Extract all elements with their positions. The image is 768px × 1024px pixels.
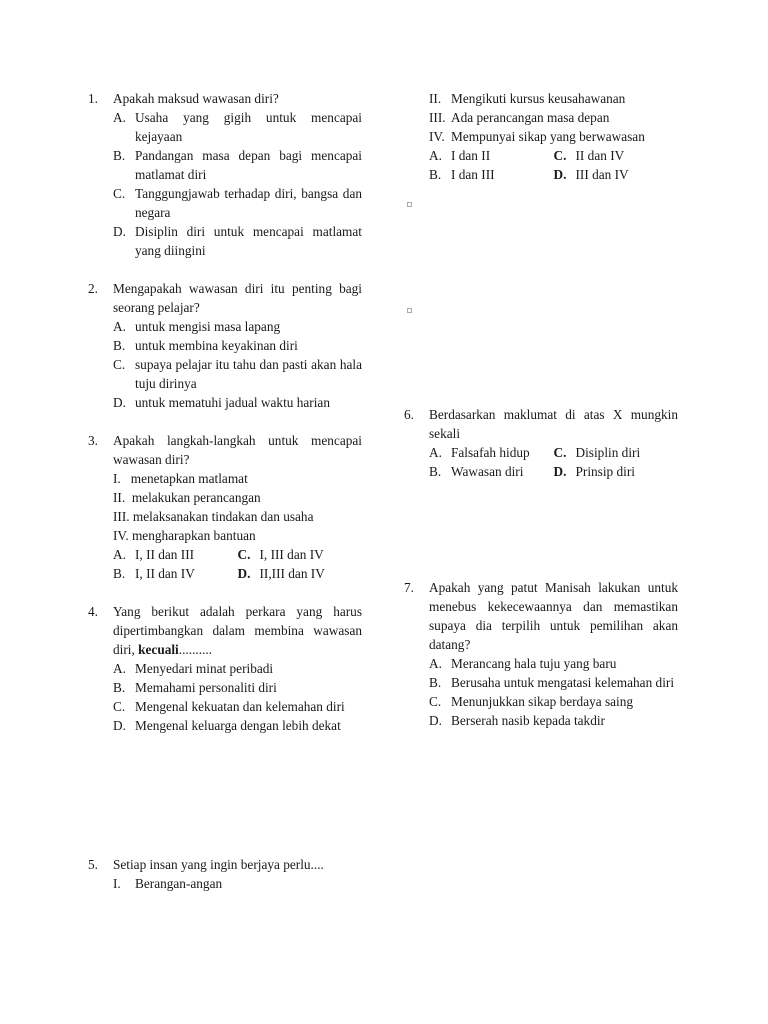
question-text: Apakah maksud wawasan diri? [113,91,279,106]
option-b[interactable]: B. Berusaha untuk mengatasi kelemahan diri [429,675,675,690]
option-b[interactable]: B. I, II dan IV [113,566,195,581]
option-c[interactable]: C. Mengenal kekuatan dan kelemahan diri [113,699,345,714]
question-5-continued [404,89,678,184]
option-a[interactable]: A. Usaha yang gigih untuk mencapai kejayaan [113,110,362,144]
option-a[interactable]: A. I dan II [429,148,491,163]
option-a[interactable]: A. Menyedari minat peribadi [113,661,274,676]
question-7 [404,578,678,730]
question-7-block [404,578,678,730]
option-c[interactable]: C. I, III dan IV [237,547,324,562]
option-d[interactable]: D. III dan IV [553,167,629,182]
option-d[interactable]: D. untuk mematuhi jadual waktu harian [113,395,330,410]
question-3 [88,431,362,583]
question-2 [88,279,362,412]
option-b[interactable]: B. I dan III [429,167,495,182]
question-text: Mengapakah wawasan diri itu penting bagi seorang pelajar? [113,281,362,315]
question-5 [88,855,362,893]
statement-iii: III. Ada perancangan masa depan [429,110,610,125]
option-c[interactable]: C. supaya pelajar itu tahu dan pasti akan hala tuju dirinya [113,357,362,391]
option-b[interactable]: B. Memahami personaliti diri [113,680,277,695]
question-number: 1. [88,91,98,106]
emphasis-word: kecuali [138,642,179,657]
option-a[interactable]: A. Falsafah hidup [429,445,530,460]
statement-ii: II. Mengikuti kursus keusahawanan [429,91,626,106]
question-text: Berdasarkan maklumat di atas X mungkin sekali [429,407,678,441]
question-number: 6. [404,407,414,422]
option-d[interactable]: D. Disiplin diri untuk mencapai matlamat yang diingini [113,224,362,258]
question-6 [404,405,678,481]
question-number: 4. [88,604,98,619]
option-b[interactable]: B. Wawasan diri [429,464,524,479]
statement-iv: IV. mengharapkan bantuan [113,528,256,543]
left-column [88,89,362,735]
question-number: 7. [404,580,414,595]
option-a[interactable]: A. I, II dan III [113,547,195,562]
question-number: 2. [88,281,98,296]
option-c[interactable]: C. Disiplin diri [553,445,641,460]
question-1 [88,89,362,260]
option-b[interactable]: B. Pandangan masa depan bagi mencapai matlamat diri [113,148,362,182]
image-placeholder-icon [407,202,412,207]
image-placeholder-icon [407,308,412,313]
option-c[interactable]: C. II dan IV [553,148,625,163]
statement-iii: III. melaksanakan tindakan dan usaha [113,509,314,524]
option-a[interactable]: A. Merancang hala tuju yang baru [429,656,617,671]
question-text: Apakah yang patut Manisah lakukan untuk menebus kekecewaannya dan memastikan supaya dia terpilih untuk pemilihan akan datang? [429,580,678,652]
question-text: Yang berikut adalah perkara yang harus dipertimbangkan dalam membina wawasan diri, kecuali.......... [113,604,362,657]
question-text: Apakah langkah-langkah untuk mencapai wawasan diri? [113,433,362,467]
question-6-block [404,405,678,481]
question-5-start [88,855,362,893]
statement-i: I. Berangan-angan [113,876,223,891]
question-number: 3. [88,433,98,448]
option-d[interactable]: D. Mengenal keluarga dengan lebih dekat [113,718,341,733]
option-a[interactable]: A. untuk mengisi masa lapang [113,319,281,334]
option-c[interactable]: C. Menunjukkan sikap berdaya saing [429,694,634,709]
statement-iv: IV. Mempunyai sikap yang berwawasan [429,129,645,144]
statement-i: I. menetapkan matlamat [113,471,248,486]
question-number: 5. [88,857,98,872]
statement-ii: II. melakukan perancangan [113,490,261,505]
option-b[interactable]: B. untuk membina keyakinan diri [113,338,298,353]
option-d[interactable]: D. Prinsip diri [553,464,635,479]
question-4 [88,602,362,735]
option-c[interactable]: C. Tanggungjawab terhadap diri, bangsa dan negara [113,186,362,220]
option-d[interactable]: D. Berserah nasib kepada takdir [429,713,605,728]
question-text: Setiap insan yang ingin berjaya perlu.... [113,857,324,872]
option-d[interactable]: D. II,III dan IV [237,566,325,581]
right-column [404,89,678,184]
